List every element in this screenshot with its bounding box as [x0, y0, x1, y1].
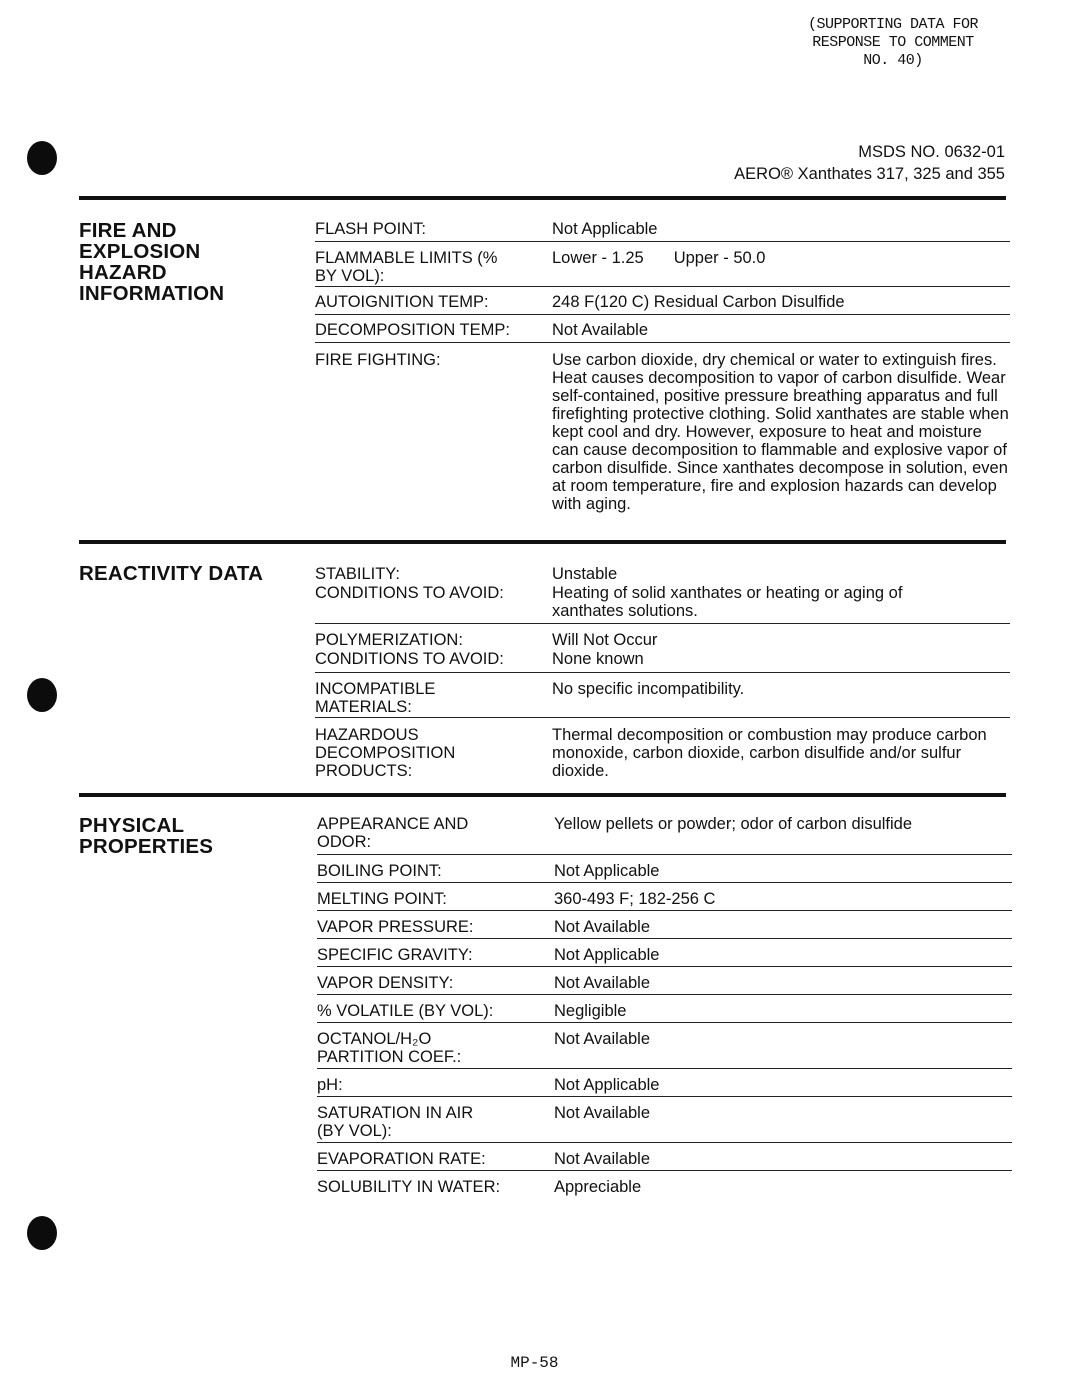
- row-value: Not Available: [554, 1150, 651, 1168]
- section-divider: [79, 196, 1006, 200]
- row-label: POLYMERIZATION:: [315, 631, 463, 649]
- row-value: No specific incompatibility.: [552, 680, 745, 698]
- row-value: [552, 249, 1010, 286]
- table-row: [315, 718, 1010, 780]
- row-value: Not Available: [552, 321, 649, 339]
- table-row: [317, 911, 1012, 939]
- punch-hole: [27, 141, 57, 175]
- stamp-line: (SUPPORTING DATA FOR: [807, 16, 979, 33]
- upper-limit: Upper - 50.0: [673, 249, 766, 267]
- table-row: [315, 343, 1010, 513]
- row-label: HAZARDOUS DECOMPOSITION PRODUCTS:: [315, 726, 456, 780]
- row-label: VAPOR PRESSURE:: [317, 918, 474, 936]
- row-value: Negligible: [554, 1002, 627, 1020]
- table-row: [317, 883, 1012, 911]
- row-value: Not Applicable: [554, 1076, 660, 1094]
- section-title: REACTIVITY DATA: [79, 562, 264, 585]
- row-label: FLASH POINT:: [315, 220, 426, 238]
- row-value: Use carbon dioxide, dry chemical or water to extinguish fires. Heat causes decomposition to vapor of carbon disulfide. Wear self-contained, positive pressure breathing apparatus and full firefighting protective clothing. Solid xanthates are stable when kept cool and dry. However, exposure to heat and moisture can cause decomposition to flammable and explosive vapor of carbon disulfide. Since xanthates decompose in solution, even at room temperature, fire and explosion hazards can develop with aging.: [552, 351, 1009, 513]
- table-row: [317, 1023, 1012, 1069]
- reactivity-rows: [315, 563, 1010, 780]
- table-row: [315, 315, 1010, 343]
- punch-hole: [27, 1216, 57, 1250]
- row-label: FIRE FIGHTING:: [315, 351, 441, 369]
- punch-hole: [27, 678, 57, 712]
- msds-header: [734, 141, 1005, 185]
- table-row: [317, 1143, 1012, 1171]
- row-value: Unstable: [552, 565, 618, 583]
- supporting-data-stamp: [793, 16, 993, 70]
- table-row: [315, 287, 1010, 315]
- row-value: 360-493 F; 182-256 C: [554, 890, 716, 908]
- table-row: [317, 995, 1012, 1023]
- row-label: INCOMPATIBLE MATERIALS:: [315, 680, 436, 716]
- table-row: [315, 563, 1010, 584]
- section-divider: [79, 540, 1006, 544]
- row-value: Not Available: [554, 1104, 651, 1122]
- stamp-line: RESPONSE TO COMMENT: [812, 34, 974, 51]
- row-label: SPECIFIC GRAVITY:: [317, 946, 473, 964]
- table-row: [315, 650, 1010, 673]
- section-divider: [79, 793, 1006, 797]
- row-value: Not Applicable: [554, 862, 660, 880]
- table-row: [317, 855, 1012, 883]
- row-value: Not Available: [554, 974, 651, 992]
- row-value: None known: [552, 650, 644, 668]
- row-label: OCTANOL/H₂O PARTITION COEF.:: [317, 1030, 462, 1066]
- row-label: APPEARANCE AND ODOR:: [317, 815, 469, 851]
- table-row: [317, 1171, 1012, 1199]
- row-value: Appreciable: [554, 1178, 642, 1196]
- table-row: [315, 624, 1010, 650]
- row-value: 248 F(120 C) Residual Carbon Disulfide: [552, 293, 845, 311]
- row-label: BOILING POINT:: [317, 862, 442, 880]
- row-label: % VOLATILE (BY VOL):: [317, 1002, 494, 1020]
- row-label: SATURATION IN AIR (BY VOL):: [317, 1104, 474, 1140]
- table-row: [317, 967, 1012, 995]
- table-row: [317, 1069, 1012, 1097]
- table-row: [317, 939, 1012, 967]
- row-label: SOLUBILITY IN WATER:: [317, 1178, 501, 1196]
- row-value: Not Applicable: [552, 220, 658, 238]
- table-row: [315, 242, 1010, 287]
- table-row: [315, 220, 1010, 242]
- physical-rows: [317, 815, 1012, 1199]
- msds-number: MSDS NO. 0632-01: [858, 143, 1005, 161]
- section-title: PHYSICAL PROPERTIES: [79, 814, 214, 858]
- row-label: DECOMPOSITION TEMP:: [315, 321, 510, 339]
- row-label: FLAMMABLE LIMITS (% BY VOL):: [315, 249, 498, 285]
- row-value: Not Applicable: [554, 946, 660, 964]
- lower-limit: Lower - 1.25: [552, 249, 644, 267]
- page-number: MP-58: [510, 1354, 559, 1372]
- table-row: [317, 1097, 1012, 1143]
- section-title: FIRE AND EXPLOSION HAZARD INFORMATION: [79, 219, 225, 305]
- table-row: [315, 584, 1010, 624]
- stamp-line: NO. 40): [863, 52, 923, 69]
- product-name: AERO® Xanthates 317, 325 and 355: [734, 165, 1005, 183]
- row-label: CONDITIONS TO AVOID:: [315, 584, 504, 602]
- row-value: Thermal decomposition or combustion may produce carbon monoxide, carbon dioxide, carbon disulfide and/or sulfur dioxide.: [552, 726, 987, 780]
- row-label: EVAPORATION RATE:: [317, 1150, 486, 1168]
- row-value: Not Available: [554, 1030, 651, 1048]
- row-value: Yellow pellets or powder; odor of carbon disulfide: [554, 815, 913, 833]
- row-value: Heating of solid xanthates or heating or aging of xanthates solutions.: [552, 584, 903, 620]
- row-label: AUTOIGNITION TEMP:: [315, 293, 489, 311]
- row-value: Will Not Occur: [552, 631, 658, 649]
- table-row: [315, 673, 1010, 718]
- row-label: STABILITY:: [315, 565, 400, 583]
- row-label: VAPOR DENSITY:: [317, 974, 454, 992]
- row-label: CONDITIONS TO AVOID:: [315, 650, 504, 668]
- fire-rows: [315, 220, 1010, 513]
- row-value: Not Available: [554, 918, 651, 936]
- row-label: MELTING POINT:: [317, 890, 447, 908]
- table-row: [317, 815, 1012, 855]
- row-label: pH:: [317, 1076, 343, 1094]
